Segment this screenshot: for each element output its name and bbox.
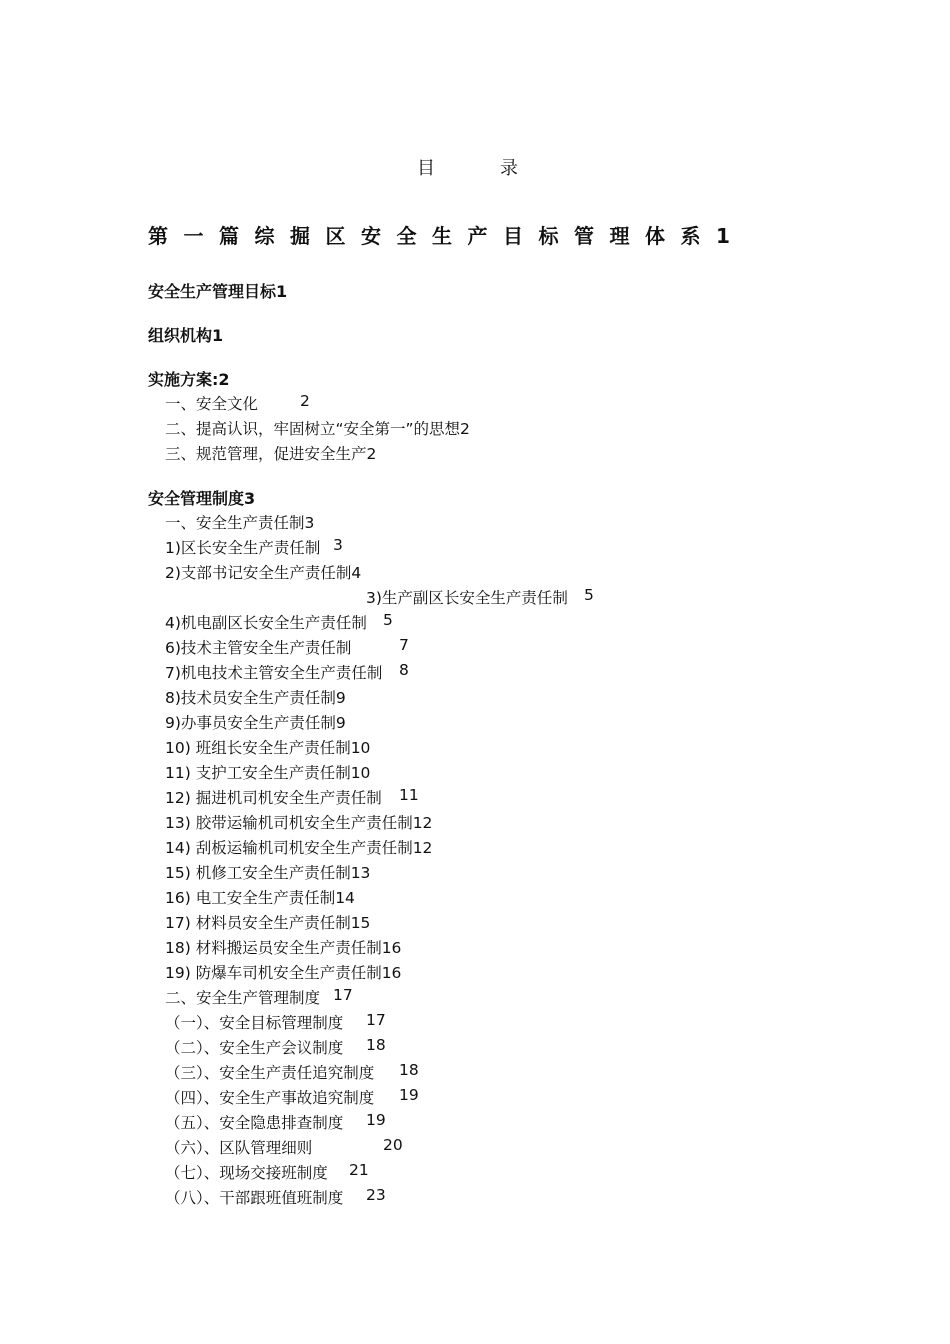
toc-page-number: 17 — [366, 1011, 386, 1029]
toc-entry: 14) 刮板运输机司机安全生产责任制12 — [165, 839, 433, 857]
toc-entry: 18) 材料搬运员安全生产责任制16 — [165, 939, 402, 957]
toc-page-number: 21 — [349, 1161, 369, 1179]
toc-entry: 6)技术主管安全生产责任制 — [165, 639, 352, 657]
toc-entry: 19) 防爆车司机安全生产责任制16 — [165, 964, 402, 982]
toc-entry: 17) 材料员安全生产责任制15 — [165, 914, 371, 932]
toc-entry: （二）、安全生产会议制度 — [165, 1039, 344, 1057]
toc-entry: 4)机电副区长安全生产责任制 — [165, 614, 367, 632]
toc-entry: 1)区长安全生产责任制 — [165, 539, 321, 557]
toc-page-number: 11 — [399, 786, 419, 804]
toc-entry: （三）、安全生产责任追究制度 — [165, 1064, 375, 1082]
toc-entry: 9)办事员安全生产责任制9 — [165, 714, 346, 732]
toc-page-number: 2 — [300, 392, 310, 410]
toc-page-number: 5 — [383, 611, 393, 629]
toc-entry: 13) 胶带运输机司机安全生产责任制12 — [165, 814, 433, 832]
toc-entry: （四）、安全生产事故追究制度 — [165, 1089, 375, 1107]
toc-page-number: 19 — [366, 1111, 386, 1129]
toc-entry: 11) 支护工安全生产责任制10 — [165, 764, 371, 782]
toc-entry: 12) 掘进机司机安全生产责任制 — [165, 789, 382, 807]
toc-entry: 8)技术员安全生产责任制9 — [165, 689, 346, 707]
toc-page-number: 17 — [333, 986, 353, 1004]
toc-page-number: 8 — [399, 661, 409, 679]
section-heading-plan: 实施方案:2 — [148, 370, 230, 389]
toc-page-number: 20 — [383, 1136, 403, 1154]
toc-page-number: 3 — [333, 536, 343, 554]
section-heading-organization: 组织机构1 — [148, 326, 224, 345]
toc-page-number: 19 — [399, 1086, 419, 1104]
toc-entry: （五）、安全隐患排查制度 — [165, 1114, 344, 1132]
part-heading: 第一篇综掘区安全生产目标管理体系1 — [148, 224, 746, 248]
toc-entry: 10) 班组长安全生产责任制10 — [165, 739, 371, 757]
toc-entry: （八）、干部跟班值班制度 — [165, 1189, 344, 1207]
section-heading-rules: 安全管理制度3 — [148, 489, 256, 508]
toc-entry: （六）、区队管理细则 — [165, 1139, 313, 1157]
toc-entry: 3)生产副区长安全生产责任制 — [366, 589, 568, 607]
toc-title-left: 目 — [417, 158, 435, 179]
toc-page-number: 23 — [366, 1186, 386, 1204]
toc-page-number: 5 — [584, 586, 594, 604]
toc-entry: 7)机电技术主管安全生产责任制 — [165, 664, 383, 682]
toc-entry: 2)支部书记安全生产责任制4 — [165, 564, 362, 582]
toc-entry: 16) 电工安全生产责任制14 — [165, 889, 355, 907]
toc-entry: （七）、现场交接班制度 — [165, 1164, 328, 1182]
toc-entry: 一、安全生产责任制3 — [165, 514, 315, 532]
toc-entry: 三、规范管理，促进安全生产2 — [165, 445, 377, 463]
toc-entry: 二、安全生产管理制度 — [165, 989, 321, 1007]
toc-page-number: 7 — [399, 636, 409, 654]
toc-page-number: 18 — [399, 1061, 419, 1079]
toc-entry: （一）、安全目标管理制度 — [165, 1014, 344, 1032]
toc-entry: 二、提高认识，牢固树立“安全第一”的思想2 — [165, 420, 470, 438]
toc-entry: 15) 机修工安全生产责任制13 — [165, 864, 371, 882]
toc-title-right: 录 — [500, 158, 518, 179]
toc-page-number: 18 — [366, 1036, 386, 1054]
section-heading-targets: 安全生产管理目标1 — [148, 282, 288, 301]
toc-entry: 一、安全文化 — [165, 395, 259, 413]
